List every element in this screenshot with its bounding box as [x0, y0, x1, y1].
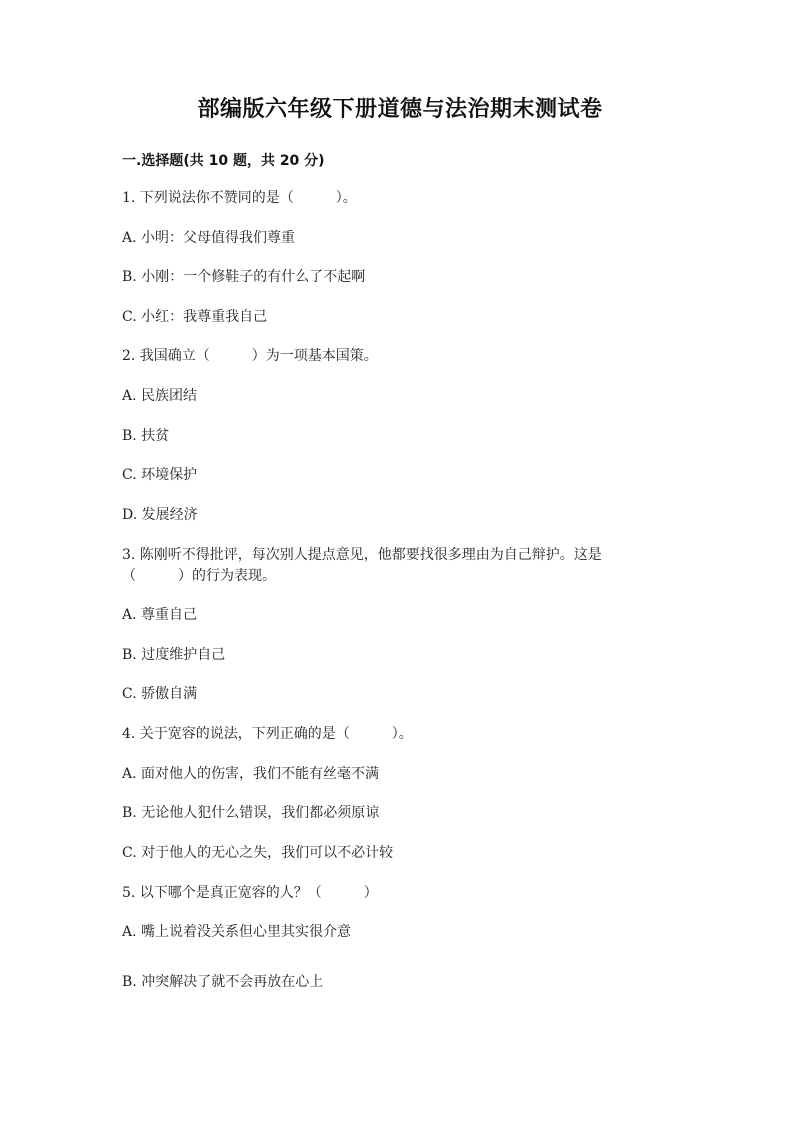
question-2-option-a: A. 民族团结 [122, 388, 198, 404]
question-1-option-a: A. 小明：父母值得我们尊重 [122, 230, 296, 246]
page-title: 部编版六年级下册道德与法治期末测试卷 [197, 97, 603, 122]
question-2-option-d: D. 发展经济 [122, 507, 198, 523]
question-1-stem: 1. 下列说法你不赞同的是（ ）。 [122, 190, 357, 206]
question-4-option-c: C. 对于他人的无心之失，我们可以不必计较 [122, 845, 394, 861]
question-4-stem: 4. 关于宽容的说法，下列正确的是（ ）。 [122, 726, 413, 742]
question-2-stem: 2. 我国确立（ ）为一项基本国策。 [122, 348, 378, 364]
question-5-stem: 5. 以下哪个是真正宽容的人？（ ） [122, 885, 378, 901]
question-2-option-b: B. 扶贫 [122, 428, 170, 444]
question-4-option-b: B. 无论他人犯什么错误，我们都必须原谅 [122, 805, 380, 821]
question-3-option-b: B. 过度维护自己 [122, 647, 226, 663]
question-3-option-c: C. 骄傲自满 [122, 686, 198, 702]
question-1-option-c: C. 小红：我尊重我自己 [122, 309, 268, 325]
section-heading: 一.选择题(共 10 题，共 20 分) [122, 153, 325, 169]
question-3-stem-line-1: 3. 陈刚听不得批评，每次别人提点意见，他都要找很多理由为自己辩护。这是 [122, 547, 602, 563]
question-3-stem-line-2: （ ）的行为表现。 [122, 568, 276, 584]
question-5-option-a: A. 嘴上说着没关系但心里其实很介意 [122, 924, 352, 940]
question-1-option-b: B. 小刚：一个修鞋子的有什么了不起啊 [122, 269, 366, 285]
question-3-option-a: A. 尊重自己 [122, 607, 198, 623]
question-4-option-a: A. 面对他人的伤害，我们不能有丝毫不满 [122, 766, 380, 782]
question-2-option-c: C. 环境保护 [122, 467, 198, 483]
question-5-option-b: B. 冲突解决了就不会再放在心上 [122, 974, 324, 990]
